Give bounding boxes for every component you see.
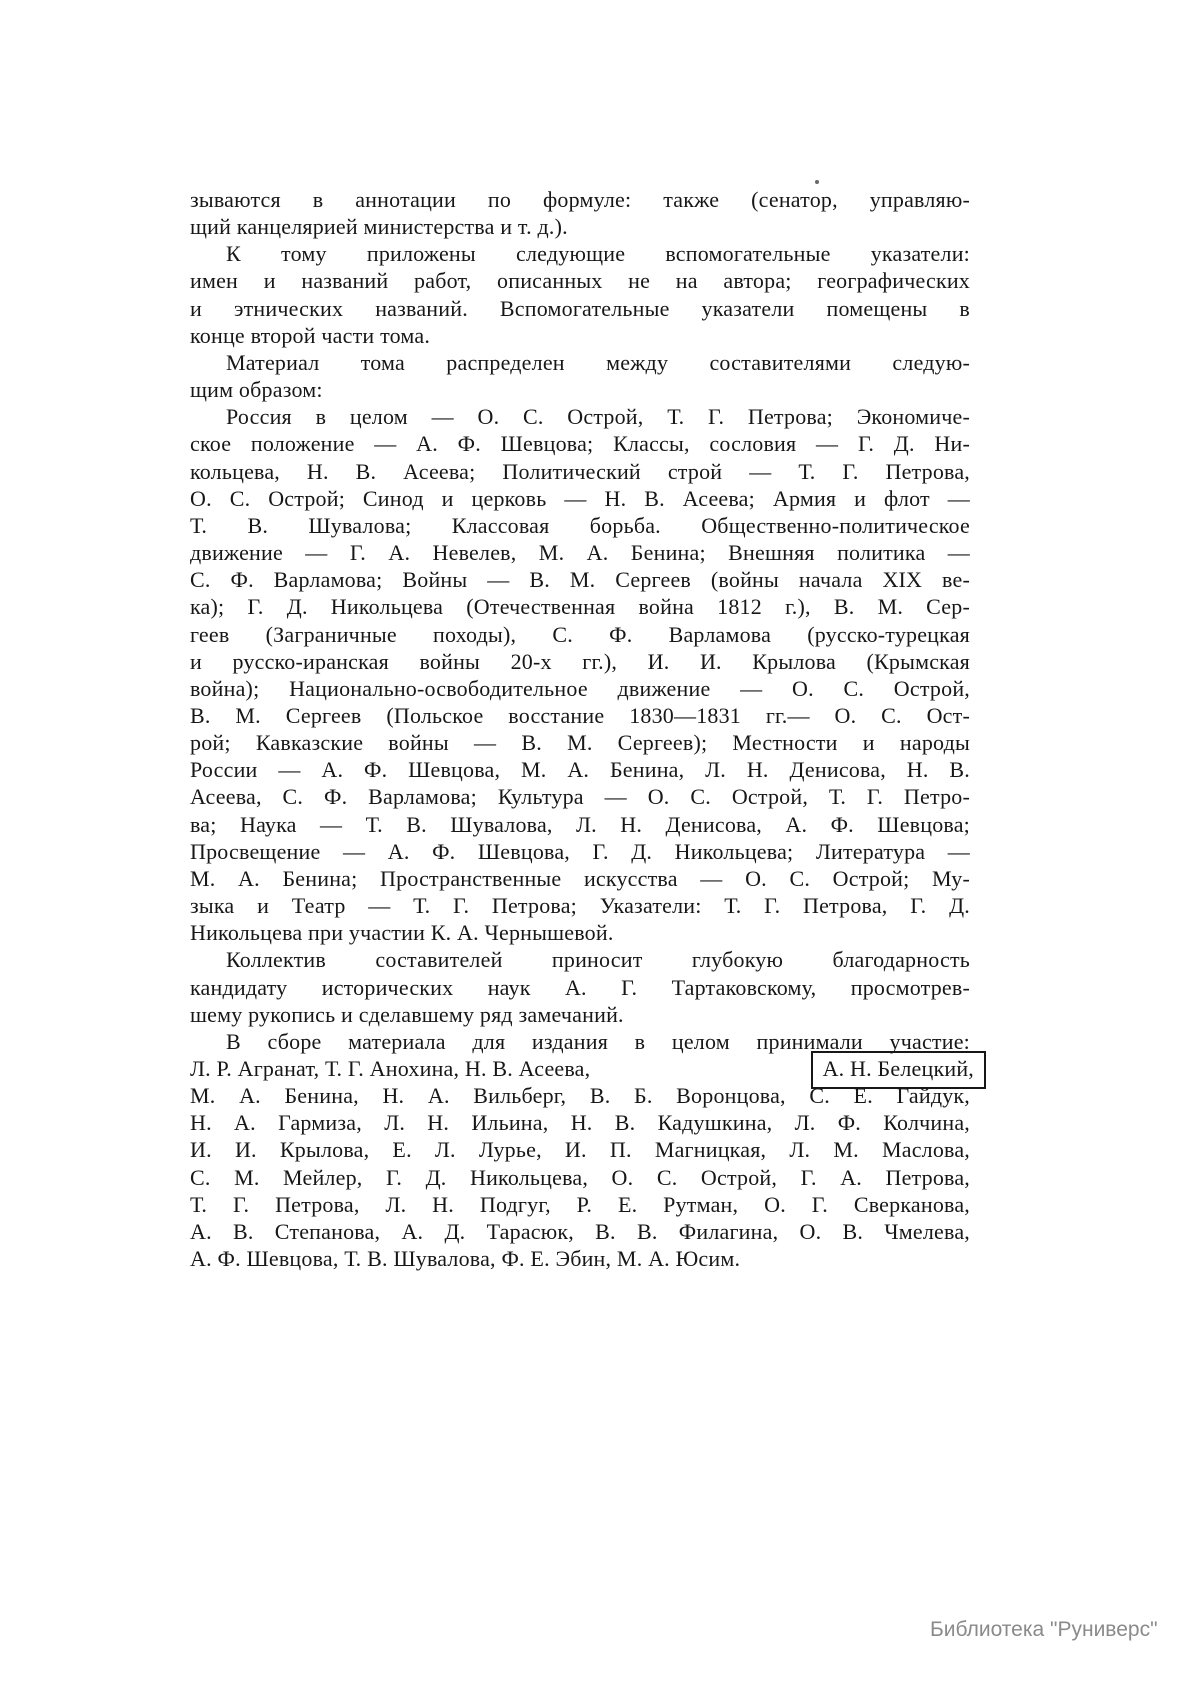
text-line: кольцева, Н. В. Асеева; Политический строй — Т. Г. Петрова, (190, 458, 970, 484)
text-line: и русско-иранская войны 20-х гг.), И. И. Крылова (Крымская (190, 648, 970, 674)
text-line: Т. В. Шувалова; Классовая борьба. Общественно-политическое (190, 512, 970, 538)
text-line: Никольцева при участии К. А. Чернышевой. (190, 920, 614, 946)
text-line: война); Национально-освободительное движение — О. С. Острой, (190, 675, 970, 701)
text-line: зыка и Театр — Т. Г. Петрова; Указатели: Т. Г. Петрова, Г. Д. (190, 893, 970, 919)
text-line: имен и названий работ, описанных не на автора; географических (190, 268, 970, 294)
text-line: движение — Г. А. Невелев, М. А. Бенина; Внешняя политика — (190, 540, 970, 566)
text-line: России — А. Ф. Шевцова, М. А. Бенина, Л. Н. Денисова, Н. В. (190, 757, 970, 783)
text-line: М. А. Бенина, Н. А. Вильберг, В. Б. Воронцова, С. Е. Гайдук, (190, 1083, 970, 1109)
text-line: Асеева, С. Ф. Варламова; Культура — О. С. Острой, Т. Г. Петро- (190, 784, 970, 810)
text-line: ва; Наука — Т. В. Шувалова, Л. Н. Денисова, А. Ф. Шевцова; (190, 811, 970, 837)
text-line: Россия в целом — О. С. Острой, Т. Г. Петрова; Экономиче- (226, 404, 970, 430)
text-line: рой; Кавказские войны — В. М. Сергеев); Местности и народы (190, 730, 970, 756)
text-line: С. М. Мейлер, Г. Д. Никольцева, О. С. Острой, Г. А. Петрова, (190, 1164, 970, 1190)
text-line: Т. Г. Петрова, Л. Н. Подгуг, Р. Е. Рутман, О. Г. Сверканова, (190, 1191, 970, 1217)
text-line: кандидату исторических наук А. Г. Тартаковскому, просмотрев- (190, 974, 970, 1000)
watermark: Библиотека "Руниверс" (930, 1618, 1158, 1641)
text-line: С. Ф. Варламова; Войны — В. М. Сергеев (войны начала XIX ве- (190, 567, 970, 593)
text-line: К тому приложены следующие вспомогательные указатели: (226, 241, 970, 267)
text-line: и этнических названий. Вспомогательные указатели помещены в (190, 295, 970, 321)
text-line: И. И. Крылова, Е. Л. Лурье, И. П. Магницкая, Л. М. Маслова, (190, 1137, 970, 1163)
text-line: конце второй части тома. (190, 322, 431, 348)
text-line: Материал тома распределен между составителями следую- (226, 349, 970, 375)
text-line: ское положение — А. Ф. Шевцова; Классы, сословия — Г. Д. Ни- (190, 431, 970, 457)
text-line: щий канцелярией министерства и т. д.). (190, 214, 568, 240)
text-line (190, 1055, 974, 1082)
boxed-deceased-name: А. Н. Белецкий, (811, 1051, 986, 1089)
text-line: Коллектив составителей приносит глубокую благодарность (226, 947, 970, 973)
text-line: Н. А. Гармиза, Л. Н. Ильина, Н. В. Кадушкина, Л. Ф. Колчина, (190, 1110, 970, 1136)
text-line: В сборе материала для издания в целом принимали участие: (226, 1028, 970, 1054)
text-line: Просвещение — А. Ф. Шевцова, Г. Д. Никольцева; Литература — (190, 838, 970, 864)
text-line: В. М. Сергеев (Польское восстание 1830—1831 гг.— О. С. Ост- (190, 702, 970, 728)
scan-speck (815, 180, 819, 184)
text-block (190, 186, 974, 1272)
text-line: М. А. Бенина; Пространственные искусства — О. С. Острой; Му- (190, 865, 970, 891)
text-line: О. С. Острой; Синод и церковь — Н. В. Асеева; Армия и флот — (190, 485, 970, 511)
text-line: геев (Заграничные походы), С. Ф. Варламова (русско-турецкая (190, 621, 970, 647)
text-line: щим образом: (190, 377, 323, 403)
text-segment: Л. Р. Агранат, Т. Г. Анохина, Н. В. Асеева, (190, 1056, 591, 1081)
text-line: зываются в аннотации по формуле: также (сенатор, управляю- (190, 187, 970, 212)
text-line: А. Ф. Шевцова, Т. В. Шувалова, Ф. Е. Эбин, М. А. Юсим. (190, 1246, 741, 1272)
text-line: ка); Г. Д. Никольцева (Отечественная война 1812 г.), В. М. Сер- (190, 594, 970, 620)
text-line: А. В. Степанова, А. Д. Тарасюк, В. В. Филагина, О. В. Чмелева, (190, 1218, 970, 1244)
text-line: шему рукопись и сделавшему ряд замечаний. (190, 1001, 624, 1027)
